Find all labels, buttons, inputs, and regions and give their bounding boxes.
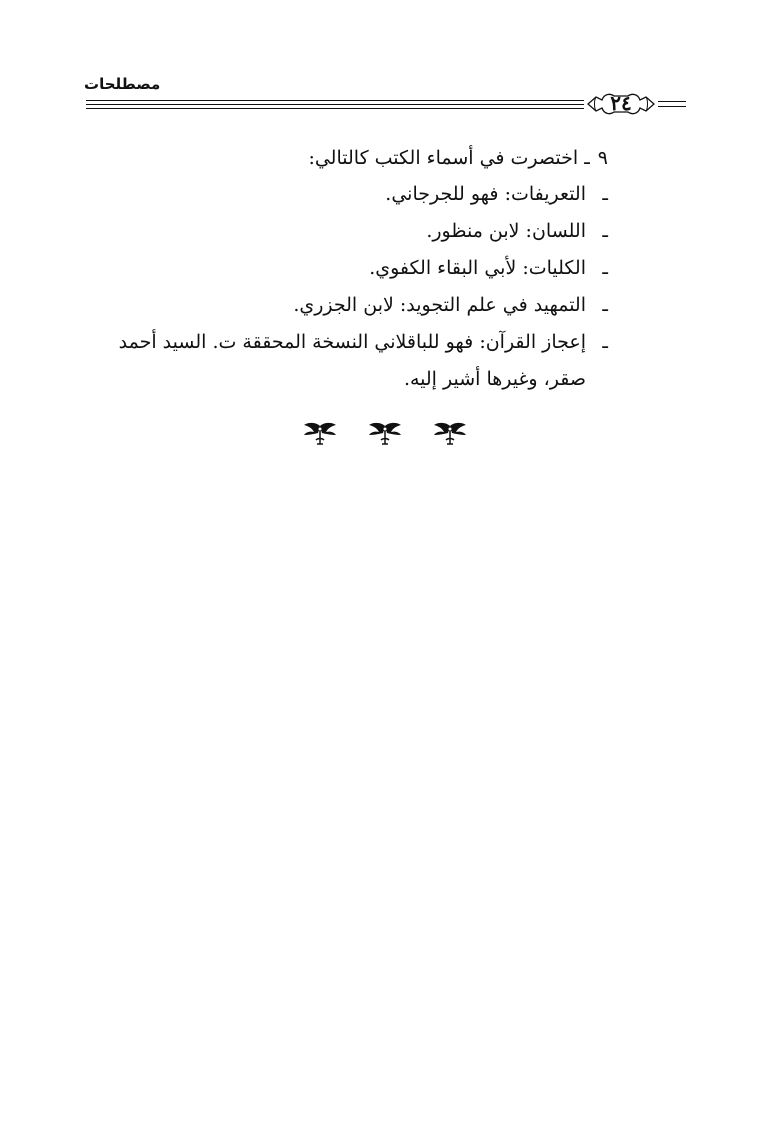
list-item [68,213,608,250]
header-rule [86,108,584,109]
list-item [68,176,608,213]
list-item [68,250,608,287]
fleuron-icon [300,420,340,450]
intro-text: اختصرت في أسماء الكتب كالتالي: [308,147,579,169]
book-author-continuation: صقر، وغيرها أشير إليه. [403,368,586,390]
book-author: فهو للباقلاني النسخة المحققة ت. السيد أحمد [118,331,474,353]
book-abbreviation-list [68,176,608,398]
fleuron-icon [430,420,470,450]
header-rule [86,100,584,101]
book-title: اللسان: [525,220,586,242]
list-item [0,324,608,398]
book-title: التعريفات: [504,183,586,205]
book-author: لابن منظور. [426,220,520,242]
fleuron-icon [365,420,405,450]
main-text [68,140,608,398]
header-rule [658,101,686,102]
book-title: الكليات: [522,257,586,279]
intro-paragraph [68,140,608,176]
list-dash: ـ [602,294,608,316]
header-rule [86,104,584,105]
list-dash: ـ [602,220,608,242]
book-author: لابن الجزري. [293,294,394,316]
list-dash: ـ [602,331,608,353]
book-author: لأبي البقاء الكفوي. [369,257,517,279]
list-dash: ـ [602,183,608,205]
page-number-frame [584,88,658,120]
section-end-ornaments [300,420,470,450]
list-item [68,287,608,324]
book-author: فهو للجرجاني. [385,183,499,205]
book-title: التمهيد في علم التجويد: [399,294,586,316]
header-rule [658,106,686,107]
list-dash: ـ [602,257,608,279]
running-title: مصطلحات [84,75,161,93]
item-number: ٩ [597,147,608,169]
book-title: إعجاز القرآن: [479,331,586,353]
page-number: ٢٤ [610,91,632,115]
item-separator: ـ [584,147,590,169]
